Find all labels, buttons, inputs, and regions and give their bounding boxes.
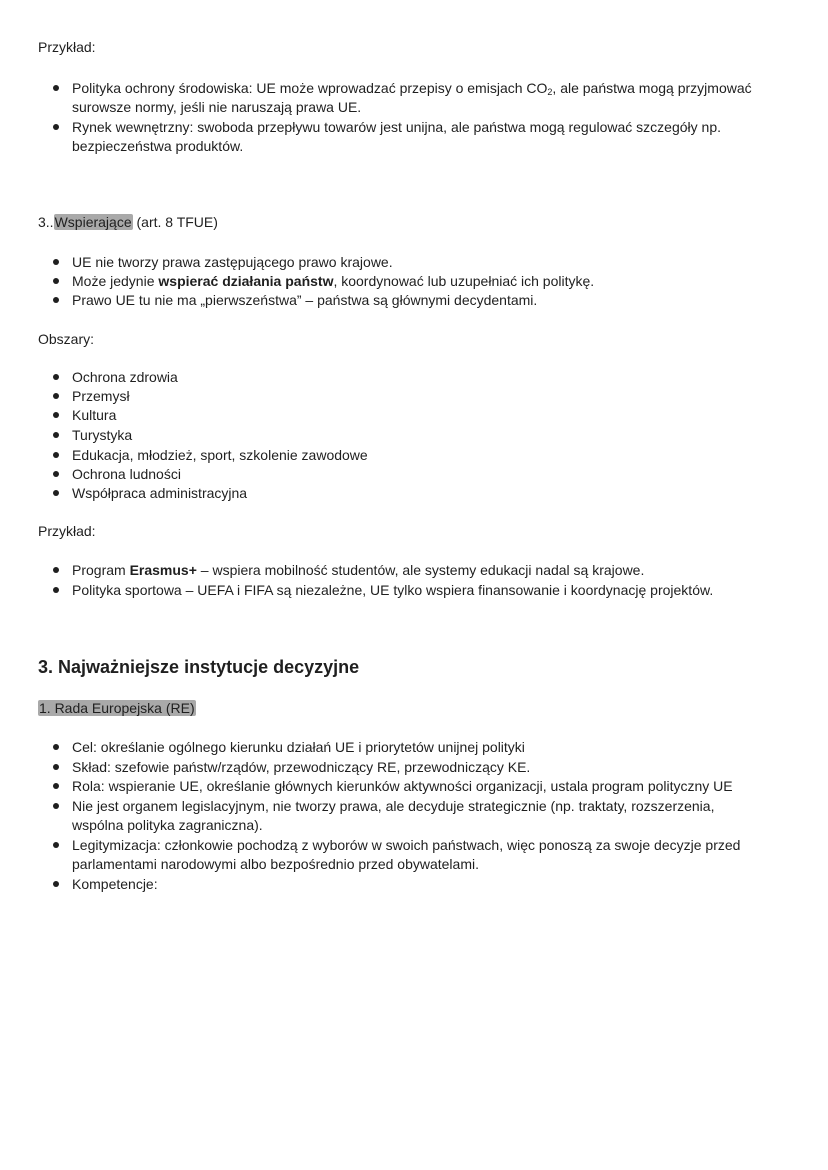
bullet-icon bbox=[53, 587, 59, 593]
text: , koordynować lub uzupełniać ich politykę. bbox=[333, 273, 595, 289]
list-item: Prawo UE tu nie ma „pierwszeństwa” – państwa są głównymi decydentami. bbox=[72, 292, 538, 308]
text: Polityka ochrony środowiska: UE może wprowadzać przepisy o emisjach CO bbox=[72, 80, 548, 96]
list-item: Rynek wewnętrzny: swoboda przepływu towarów jest unijna, ale państwa mogą regulować szczegóły np. bbox=[72, 119, 721, 135]
bullet-icon bbox=[53, 374, 59, 380]
list-item-continued: parlamentami narodowymi albo bezpośrednio przed obywatelami. bbox=[72, 856, 479, 872]
bullet-icon bbox=[53, 764, 59, 770]
list-item-continued: bezpieczeństwa produktów. bbox=[72, 138, 244, 154]
list-item: Edukacja, młodzież, sport, szkolenie zawodowe bbox=[72, 447, 368, 463]
list-item: Nie jest organem legislacyjnym, nie tworzy prawa, ale decyduje strategicznie (np. traktaty, rozszerzenia, bbox=[72, 798, 715, 814]
bullet-icon bbox=[53, 412, 59, 418]
list-item bbox=[72, 271, 594, 291]
list-item: Ochrona ludności bbox=[72, 466, 181, 482]
bullet-icon bbox=[53, 85, 59, 91]
bullet-icon bbox=[53, 783, 59, 789]
bullet-icon bbox=[53, 744, 59, 750]
text: – wspiera mobilność studentów, ale systemy edukacji nadal są krajowe. bbox=[196, 562, 645, 578]
list-item: Skład: szefowie państw/rządów, przewodniczący RE, przewodniczący KE. bbox=[72, 759, 531, 775]
text: , ale państwa mogą przyjmować bbox=[552, 80, 752, 96]
bullet-icon bbox=[53, 278, 59, 284]
example-label: Przykład: bbox=[38, 39, 96, 55]
text: (art. 8 TFUE) bbox=[132, 214, 218, 230]
section-title-supporting bbox=[38, 212, 218, 232]
list-item: Rola: wspieranie UE, określanie głównych kierunków aktywności organizacji, ustala program polityczny UE bbox=[72, 778, 733, 794]
bullet-icon bbox=[53, 471, 59, 477]
list-item-continued: wspólna polityka zagraniczna). bbox=[72, 817, 263, 833]
bullet-icon bbox=[53, 393, 59, 399]
list-item: Współpraca administracyjna bbox=[72, 485, 248, 501]
bullet-icon bbox=[53, 803, 59, 809]
bullet-icon bbox=[53, 881, 59, 887]
section-heading: 3. Najważniejsze instytucje decyzyjne bbox=[38, 657, 360, 677]
example-label: Przykład: bbox=[38, 523, 96, 539]
subscript: 2 bbox=[547, 87, 553, 97]
list-item: Turystyka bbox=[72, 427, 133, 443]
list-item: Przemysł bbox=[72, 388, 130, 404]
list-item: Legitymizacja: członkowie pochodzą z wyborów w swoich państwach, więc ponoszą za swoje decyzje przed bbox=[72, 837, 741, 853]
bullet-icon bbox=[53, 124, 59, 130]
bullet-icon bbox=[53, 567, 59, 573]
areas-label: Obszary: bbox=[38, 331, 95, 347]
list-item: Ochrona zdrowia bbox=[72, 369, 178, 385]
list-item bbox=[72, 560, 644, 580]
bullet-icon bbox=[53, 842, 59, 848]
bullet-icon bbox=[53, 452, 59, 458]
bullet-icon bbox=[53, 432, 59, 438]
subheading bbox=[38, 698, 196, 718]
highlighted-text: 1. Rada Europejska (RE) bbox=[39, 700, 195, 716]
text: 3.. bbox=[38, 214, 54, 230]
bold-text: wspierać działania państw bbox=[158, 273, 334, 289]
text: Program bbox=[72, 562, 130, 578]
list-item: Cel: określanie ogólnego kierunku działań UE i priorytetów unijnej polityki bbox=[72, 739, 525, 755]
bullet-icon bbox=[53, 259, 59, 265]
bold-text: Erasmus+ bbox=[129, 562, 197, 578]
list-item: Kultura bbox=[72, 407, 117, 423]
highlighted-text: Wspierające bbox=[54, 214, 132, 230]
bullet-icon bbox=[53, 490, 59, 496]
list-item: UE nie tworzy prawa zastępującego prawo krajowe. bbox=[72, 254, 393, 270]
list-item: Polityka sportowa – UEFA i FIFA są niezależne, UE tylko wspiera finansowanie i koordynację projektów. bbox=[72, 582, 714, 598]
bullet-icon bbox=[53, 297, 59, 303]
text: Może jedynie bbox=[72, 273, 159, 289]
list-item: Kompetencje: bbox=[72, 876, 158, 892]
list-item-continued: surowsze normy, jeśli nie naruszają prawa UE. bbox=[72, 99, 362, 115]
